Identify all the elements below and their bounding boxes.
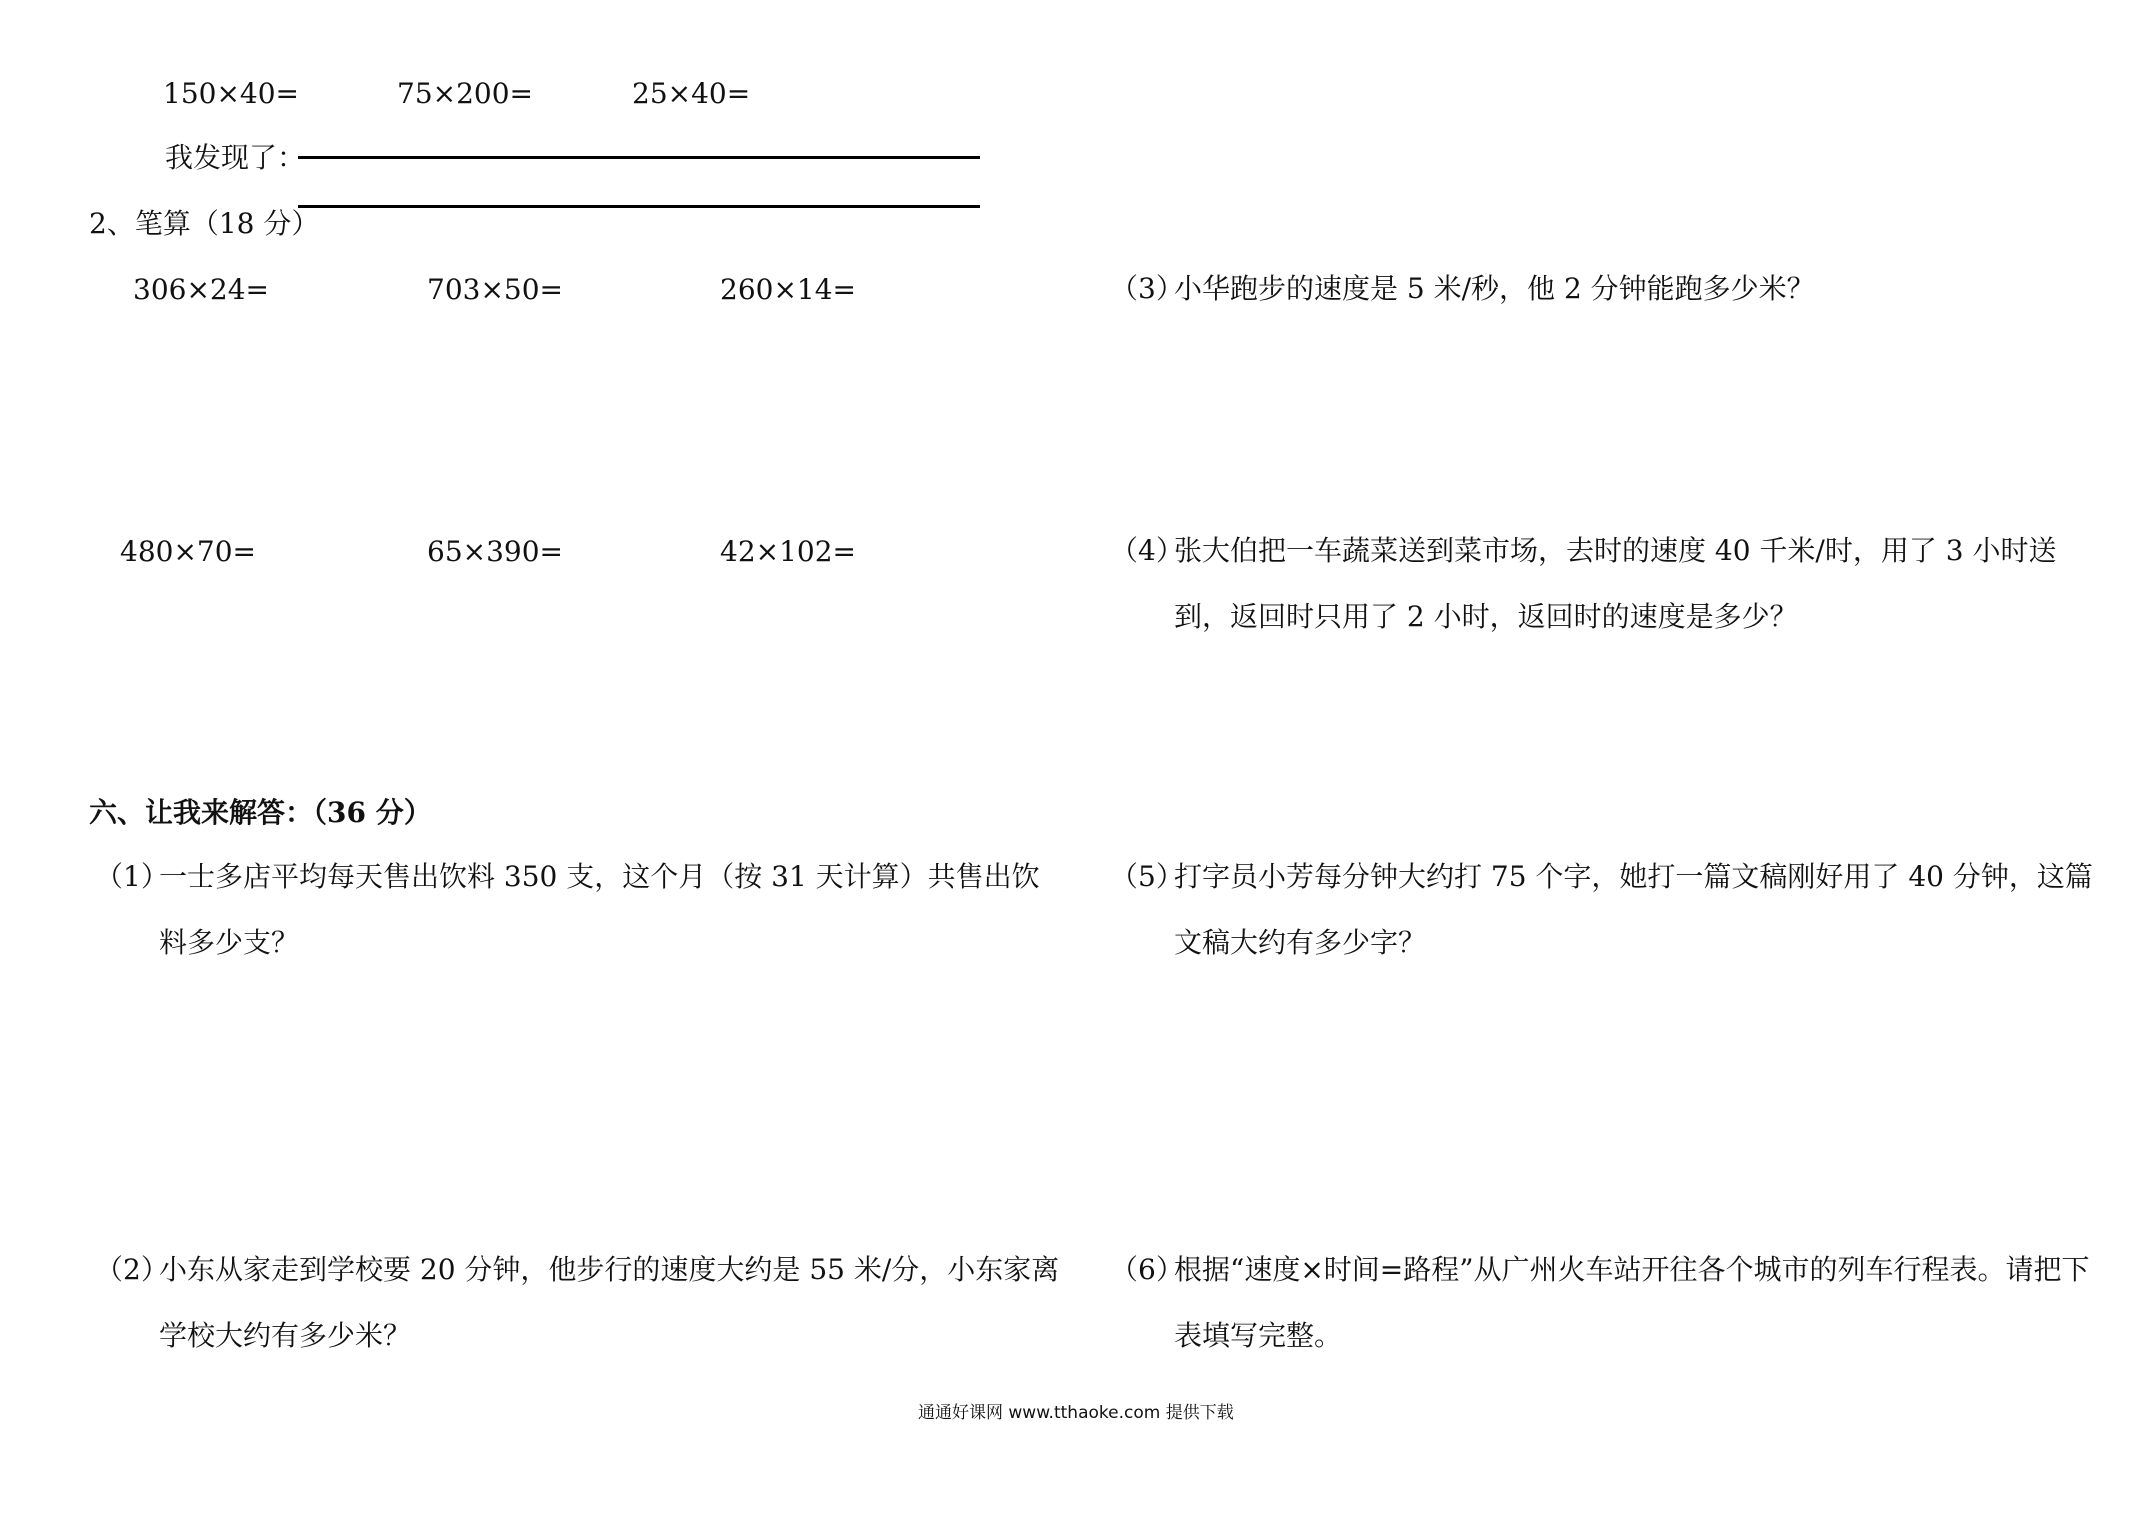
question-1-number: （1）: [95, 860, 169, 893]
oral-expression-2: 75×200=: [397, 77, 533, 110]
question-3: [1110, 256, 2110, 322]
question-1: [95, 844, 1065, 976]
question-1-text: 一士多店平均每天售出饮料 350 支，这个月（按 31 天计算）共售出饮料多少支？: [159, 860, 1040, 959]
question-6-number: （6）: [1110, 1253, 1184, 1286]
question-4: [1110, 518, 2110, 650]
question-5-number: （5）: [1110, 860, 1184, 893]
discovery-label: 我发现了：: [165, 141, 306, 174]
oral-expression-3: 25×40=: [632, 77, 751, 110]
question-2: [95, 1237, 1065, 1369]
question-3-number: （3）: [1110, 272, 1184, 305]
written-expression-3: 260×14=: [720, 273, 856, 306]
footer-source: 通通好课网 www.tthaoke.com 提供下载: [918, 1403, 1234, 1423]
question-6: [1110, 1237, 2110, 1369]
answer-line-1: [298, 156, 980, 159]
written-expression-1: 306×24=: [133, 273, 269, 306]
question-5-text: 打字员小芳每分钟大约打 75 个字，她打一篇文稿刚好用了 40 分钟，这篇文稿大约有多少字？: [1174, 860, 2093, 959]
answer-line-2: [298, 205, 980, 208]
written-expression-6: 42×102=: [720, 535, 856, 568]
question-6-text: 根据“速度×时间=路程”从广州火车站开往各个城市的列车行程表。请把下表填写完整。: [1174, 1253, 2090, 1352]
question-2-text: 小东从家走到学校要 20 分钟，他步行的速度大约是 55 米/分，小东家离学校大约有多少米？: [159, 1253, 1060, 1352]
written-expression-4: 480×70=: [120, 535, 256, 568]
section-6-title: 六、让我来解答：（36 分）: [89, 796, 432, 829]
question-4-number: （4）: [1110, 534, 1184, 567]
oral-expression-1: 150×40=: [163, 77, 299, 110]
question-3-text: 小华跑步的速度是 5 米/秒，他 2 分钟能跑多少米？: [1174, 272, 1815, 305]
written-expression-2: 703×50=: [427, 273, 563, 306]
question-2-number: （2）: [95, 1253, 169, 1286]
written-expression-5: 65×390=: [427, 535, 563, 568]
question-5: [1110, 844, 2110, 976]
question-4-text: 张大伯把一车蔬菜送到菜市场，去时的速度 40 千米/时，用了 3 小时送到，返回时只用了 2 小时，返回时的速度是多少？: [1174, 534, 2057, 633]
written-calc-title: 2、笔算（18 分）: [89, 207, 320, 240]
